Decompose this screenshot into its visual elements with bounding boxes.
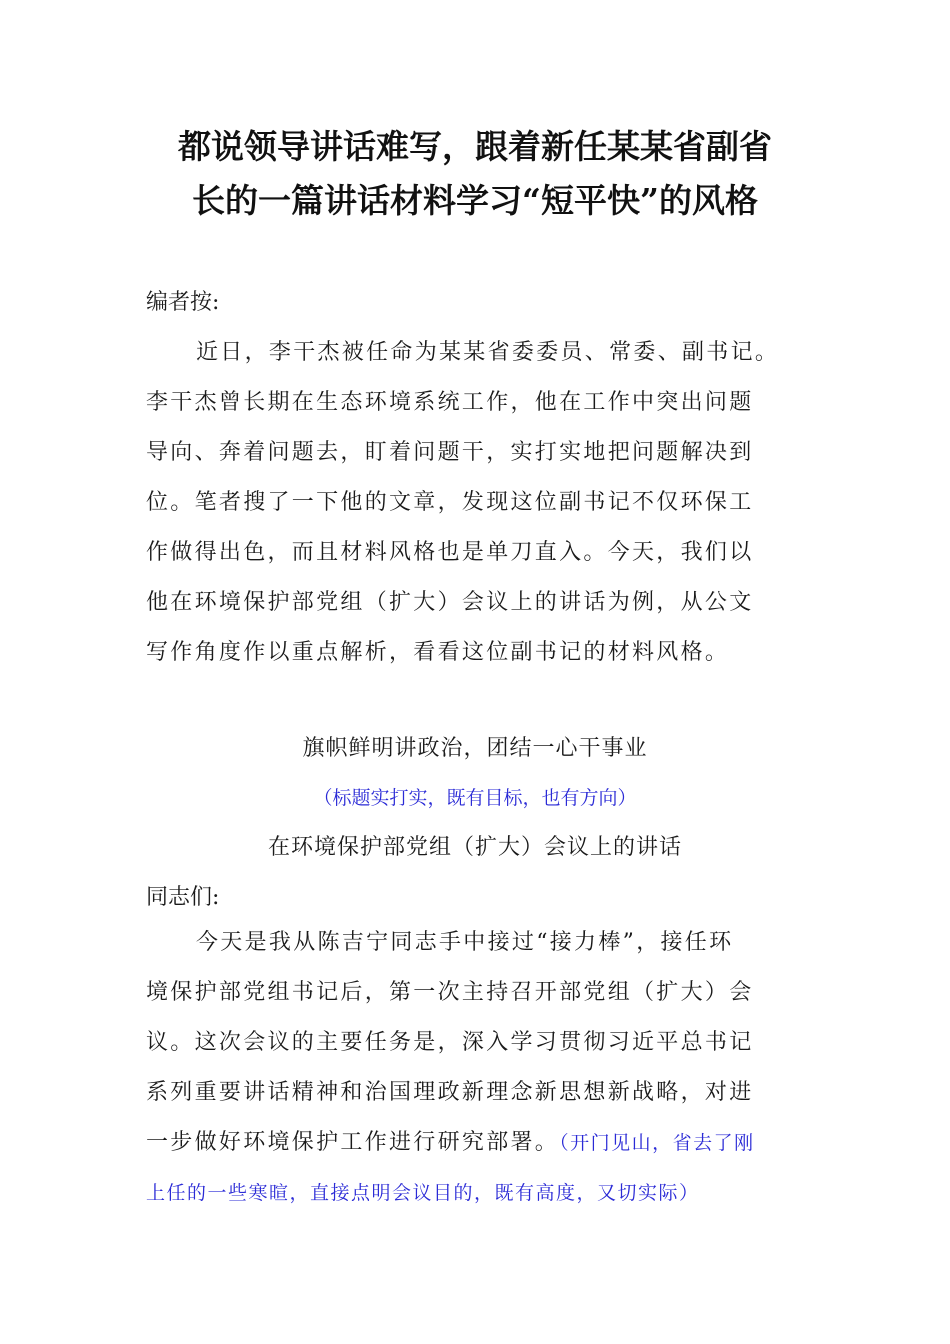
title-line-1: 都说领导讲话难写，跟着新任某某省副省 [178, 127, 772, 166]
title-line-2: 长的一篇讲话材料学习“短平快”的风格 [192, 181, 758, 220]
speech-body-text: 一步做好环境保护工作进行研究部署。 [146, 1130, 560, 1155]
speech-body-line: 今天是我从陈吉宁同志手中接过“接力棒”，接任环 [196, 930, 734, 955]
speech-body-line: 境保护部党组书记后，第一次主持召开部党组（扩大）会 [146, 980, 754, 1005]
document-title [146, 120, 804, 228]
speech-title: 旗帜鲜明讲政治，团结一心干事业 [302, 736, 648, 761]
editor-note-line: 近日，李干杰被任命为某某省委委员、常委、副书记。 [196, 340, 780, 365]
editor-note-line: 李干杰曾长期在生态环境系统工作，他在工作中突出问题 [146, 390, 754, 415]
editor-note-line: 他在环境保护部党组（扩大）会议上的讲话为例，从公文 [146, 590, 754, 615]
editor-note-line: 写作角度作以重点解析，看看这位副书记的材料风格。 [146, 640, 730, 665]
speech-body-line: 系列重要讲话精神和治国理政新理念新思想新战略，对进 [146, 1080, 754, 1105]
speech-body-line: 议。这次会议的主要任务是，深入学习贯彻习近平总书记 [146, 1030, 754, 1055]
speech-subtitle: 在环境保护部党组（扩大）会议上的讲话 [267, 835, 682, 860]
editor-note-line: 作做得出色，而且材料风格也是单刀直入。今天，我们以 [146, 540, 754, 565]
editor-note-label: 编者按: [146, 290, 220, 315]
speech-body-line-with-note [146, 1118, 804, 1168]
editor-note-line: 导向、奔着问题去，盯着问题干，实打实地把问题解决到 [146, 440, 754, 465]
speech-greeting: 同志们: [146, 885, 220, 910]
annotation-continuation: 上任的一些寒暄，直接点明会议目的，既有高度，又切实际） [146, 1182, 700, 1204]
speech-title-annotation: （标题实打实，既有目标，也有方向） [313, 787, 637, 809]
speech-body-paragraph [146, 918, 804, 1218]
inline-annotation: （开门见山，省去了刚 [559, 1132, 755, 1154]
editor-note-line: 位。笔者搜了一下他的文章，发现这位副书记不仅环保工 [146, 490, 754, 515]
editor-note-paragraph [146, 328, 804, 678]
